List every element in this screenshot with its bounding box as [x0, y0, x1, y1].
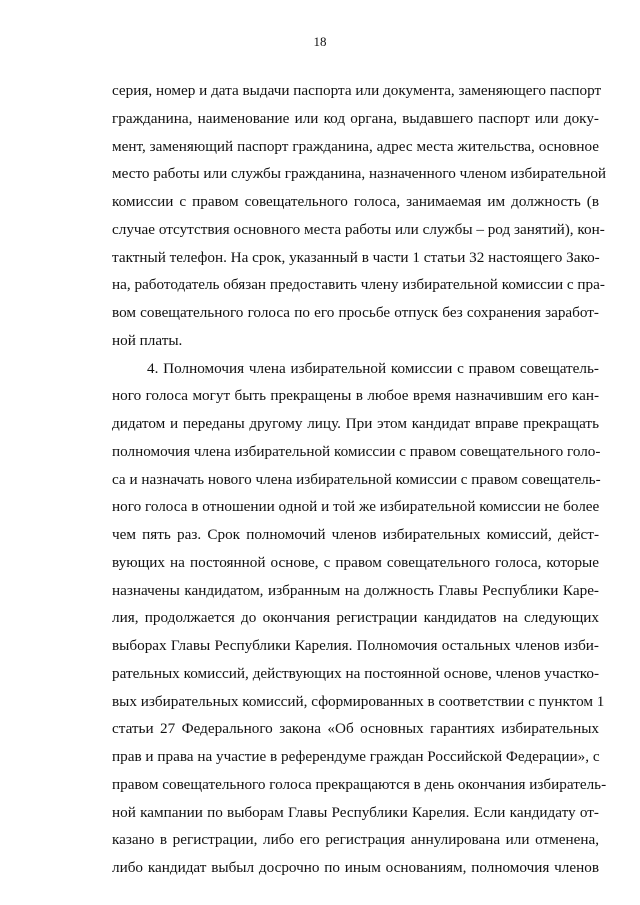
text-line: на, работодатель обязан предоставить члену избирательной комиссии с пра-	[112, 276, 605, 294]
text-line: вом совещательного голоса по его просьбе отпуск без сохранения заработ-	[112, 304, 599, 321]
text-line: правом совещательного голоса прекращаются в день окончания избиратель-	[112, 775, 607, 793]
text-line: рательных комиссий, действующих на постоянной основе, членов участко-	[112, 664, 599, 682]
text-line: вых избирательных комиссий, сформированных в соответствии с пунктом 1	[112, 692, 605, 710]
text-line: ного голоса могут быть прекращены в любое время назначившим его кан-	[112, 387, 599, 405]
text-line: серия, номер и дата выдачи паспорта или документа, заменяющего паспорт	[112, 82, 602, 99]
text-line: ной кампании по выборам Главы Республики Карелия. Если кандидату от-	[112, 803, 599, 821]
document-body	[112, 77, 607, 882]
text-line: дидатом и переданы другому лицу. При этом кандидат вправе прекращать	[112, 415, 599, 432]
text-line: мент, заменяющий паспорт гражданина, адрес места жительства, основное	[112, 137, 599, 155]
text-line: комиссии с правом совещательного голоса, занимаемая им должность (в	[112, 193, 599, 210]
text-line: гражданина, наименование или код органа, выдавшего паспорт или доку-	[112, 109, 599, 127]
text-line: чем пять раз. Срок полномочий членов избирательных комиссий, дейст-	[112, 526, 599, 543]
text-line: статьи 27 Федерального закона «Об основных гарантиях избирательных	[112, 720, 599, 738]
text-line: прав и права на участие в референдуме граждан Российской Федерации», с	[112, 748, 600, 765]
text-line: случае отсутствия основного места работы или службы – род занятий), кон-	[112, 220, 605, 238]
text-line: са и назначать нового члена избирательной комиссии с правом совещатель-	[112, 470, 601, 488]
text-line: казано в регистрации, либо его регистрация аннулирована или отменена,	[112, 831, 599, 849]
text-line: вующих на постоянной основе, с правом совещательного голоса, которые	[112, 553, 599, 571]
text-line: тактный телефон. На срок, указанный в части 1 статьи 32 настоящего Зако-	[112, 248, 600, 266]
text-line: назначены кандидатом, избранным на должность Главы Республики Каре-	[112, 581, 599, 599]
text-line: ного голоса в отношении одной и той же избирательной комиссии не более	[112, 498, 600, 516]
text-line: место работы или службы гражданина, назначенного членом избирательной	[112, 165, 607, 183]
text-line: полномочия члена избирательной комиссии с правом совещательного голо-	[112, 442, 601, 460]
text-line: 4. Полномочия члена избирательной комиссии с правом совещатель-	[147, 359, 599, 377]
page-number: 18	[313, 34, 327, 49]
text-line: либо кандидат выбыл досрочно по иным основаниям, полномочия членов	[112, 859, 599, 876]
text-line: ной платы.	[112, 331, 183, 349]
text-line: выборах Главы Республики Карелия. Полномочия остальных членов изби-	[112, 637, 599, 654]
text-line: лия, продолжается до окончания регистрации кандидатов на следующих	[112, 609, 599, 627]
